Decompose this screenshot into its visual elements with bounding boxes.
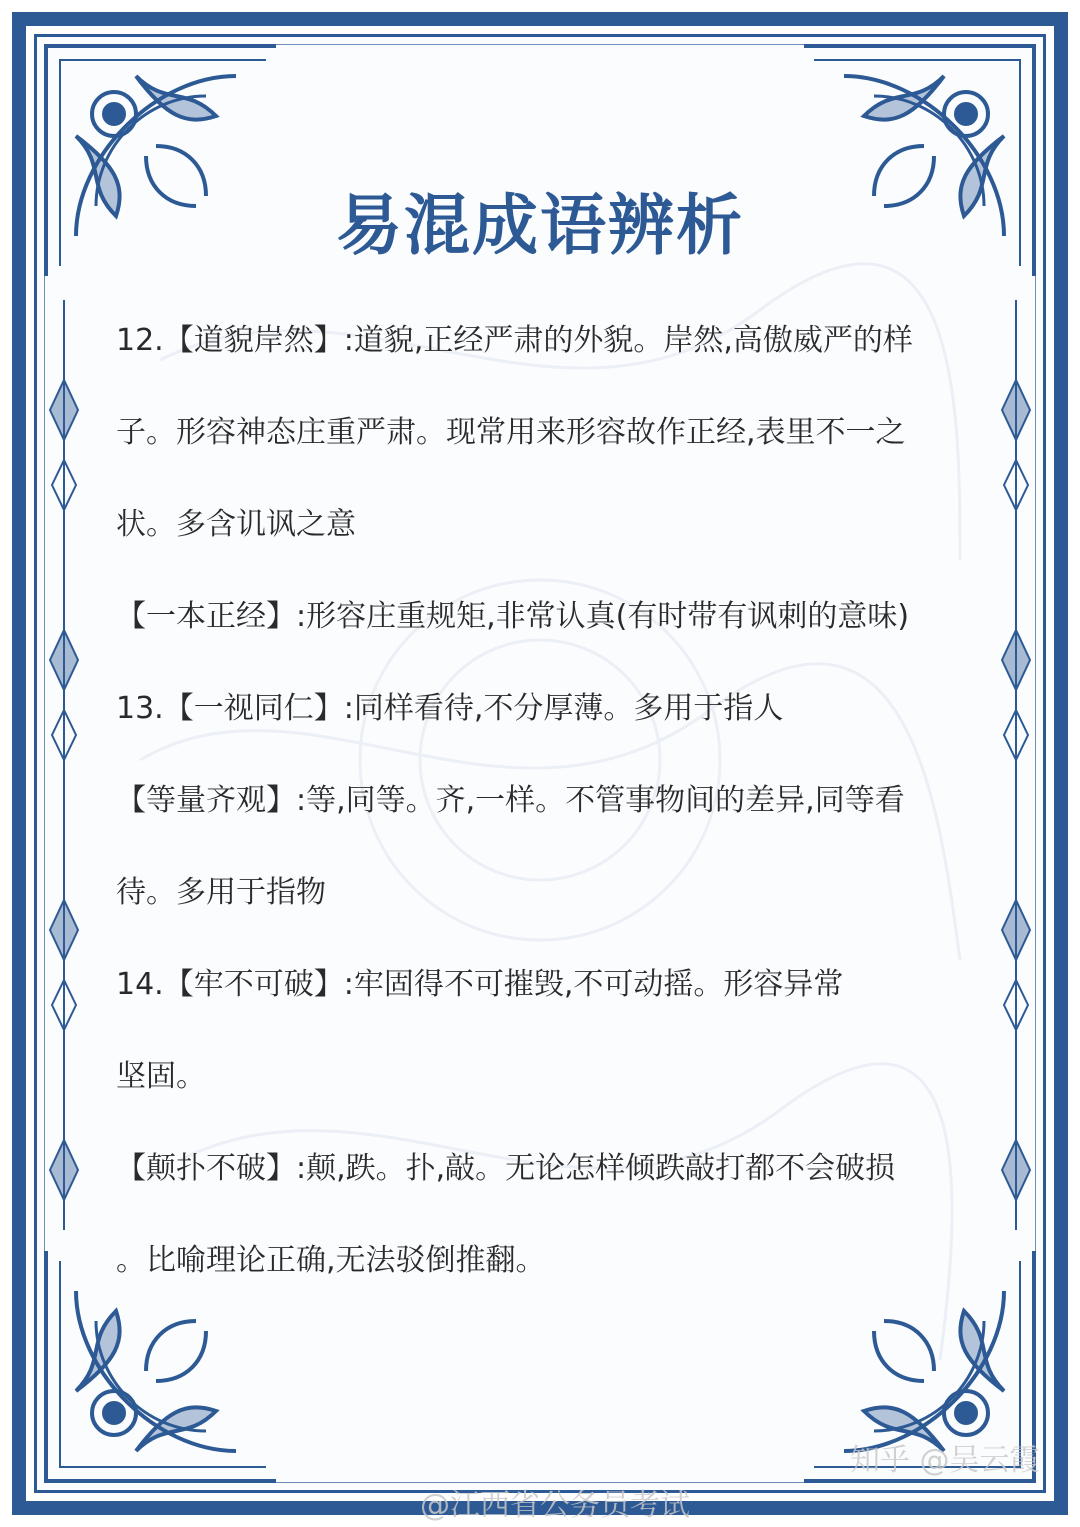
zhihu-watermark: 知乎 @吴云霞 xyxy=(850,1443,1040,1478)
content-line: 。比喻理论正确,无法驳倒推翻。 xyxy=(116,1243,546,1278)
side-ornament-right xyxy=(996,300,1036,1230)
content-line: 12.【道貌岸然】:道貌,正经严肃的外貌。岸然,高傲威严的样 xyxy=(116,323,913,358)
content-line: 13.【一视同仁】:同样看待,不分厚薄。多用于指人 xyxy=(116,691,784,726)
content-line: 【等量齐观】:等,同等。齐,一样。不管事物间的差异,同等看 xyxy=(116,783,905,818)
content-line: 【一本正经】:形容庄重规矩,非常认真(有时带有讽刺的意味) xyxy=(116,599,910,634)
content-line: 【颠扑不破】:颠,跌。扑,敲。无论怎样倾跌敲打都不会破损 xyxy=(116,1151,896,1186)
weibo-watermark: @江西省公务员考试 xyxy=(420,1488,690,1523)
page-title: 易混成语辨析 xyxy=(336,187,744,264)
content-line: 状。多含讥讽之意 xyxy=(116,507,356,542)
content-line: 坚固。 xyxy=(116,1059,206,1094)
side-ornament-left xyxy=(44,300,84,1230)
idiom-content xyxy=(116,295,966,1307)
content-line: 待。多用于指物 xyxy=(116,875,326,910)
content-line: 子。形容神态庄重严肃。现常用来形容故作正经,表里不一之 xyxy=(116,415,906,450)
content-line: 14.【牢不可破】:牢固得不可摧毁,不可动摇。形容异常 xyxy=(116,967,844,1002)
